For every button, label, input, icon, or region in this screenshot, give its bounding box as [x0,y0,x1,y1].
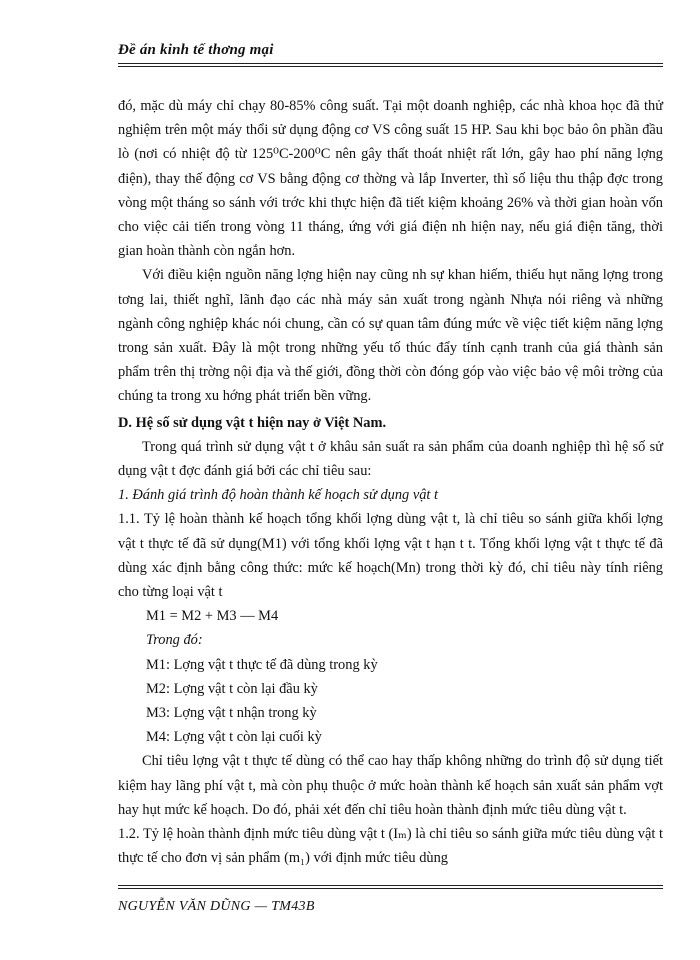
page-header [118,42,663,67]
document-body [118,94,663,871]
header-rule [118,63,663,67]
definition-m1: M1: Lợng vật t thực tế đã dùng trong kỳ [146,656,378,673]
paragraph-1: đó, mặc dù máy chỉ chạy 80-85% công suất. Tại một doanh nghiệp, các nhà khoa học đã thử nghiệm trên một máy thổi sử dụng động cơ VS công suất 15 HP. Sau khi bọc bảo ôn phần đầu lò (nơi có nhiệt độ từ 125⁰C-200⁰C nên gây thất thoát nhiệt rất lớn, gây hao phí năng lợng điện), thay thế động cơ VS bằng động cơ thờng và lắp Inverter, thì số liệu thu thập đợc trong vòng một tháng so sánh với trớc khi thực hiện đã tiết kiệm khoảng 26% và thời gian hoàn vốn cho việc cải tiến trong vòng 11 tháng, ứng với giá điện nh hiện nay, nếu giá điện tăng, thời gian hoàn thành còn ngắn hơn. [118,98,663,260]
subsection-heading-1: 1. Đánh giá trình độ hoàn thành kế hoạch sử dụng vật t [118,487,439,504]
paragraph-6: 1.2. Tỷ lệ hoàn thành định mức tiêu dùng vật t (Iₘ) là chỉ tiêu so sánh giữa mức tiêu dùng vật t thực tế cho đơn vị sản phẩm (m₁) với định mức tiêu dùng [118,826,663,867]
definition-m2: M2: Lợng vật t còn lại đầu kỳ [146,680,318,697]
footer-rule [118,885,663,889]
footer-author: NGUYỄN VĂN DŨNG — TM43B [118,899,315,914]
section-heading-d: D. Hệ số sử dụng vật t hiện nay ở Việt Nam. [118,414,387,431]
definition-m3: M3: Lợng vật t nhận trong kỳ [146,705,317,722]
paragraph-3: Trong quá trình sử dụng vật t ở khâu sản suất ra sản phẩm của doanh nghiệp thì hệ số sử dụng vật t đợc đánh giá bởi các chỉ tiêu sau: [118,438,663,480]
paragraph-2: Với điều kiện nguồn năng lợng hiện nay cũng nh sự khan hiếm, thiếu hụt năng lợng trong tơng lai, thiết nghĩ, lãnh đạo các nhà máy sản xuất trong ngành Nhựa nói riêng và những ngành công nghiệp khác nói chung, cần có sự quan tâm đúng mức về việc tiết kiệm năng lợng trong sản xuất. Đây là một trong những yếu tố thúc đẩy tính cạnh tranh của giá thành sản phẩm trên thị trờng nội địa và thế giới, đồng thời còn đóng góp vào việc bảo vệ môi trờng của chúng ta trong xu hớng phát triển bền vững. [118,267,663,405]
page-footer [118,885,663,915]
header-title: Đề án kinh tế thơng mại [118,42,274,58]
where-label: Trong đó: [146,632,203,649]
definition-m4: M4: Lợng vật t còn lại cuối kỳ [146,729,322,746]
paragraph-4: 1.1. Tỷ lệ hoàn thành kế hoạch tổng khối lợng dùng vật t, là chỉ tiêu so sánh giữa khối lợng vật t thực tế đã sử dụng(M1) với tổng khối lợng vật t hạn t t. Tổng khối lợng vật t thực tế đã dùng xác định bằng công thức: mức kế hoạch(Mn) trong thời kỳ đó, chỉ tiêu này tính riêng cho từng loại vật t [118,511,663,601]
paragraph-5: Chỉ tiêu lợng vật t thực tế dùng có thể cao hay thấp không những do trình độ sử dụng tiết kiệm hay lãng phí vật t, mà còn phụ thuộc ở mức hoàn thành kế hoạch sản xuất sản phẩm vợt hay hụt mức kế hoạch. Do đó, phải xét đến chỉ tiêu hoàn thành định mức tiêu dùng vật t. [118,753,663,818]
formula: M1 = M2 + M3 — M4 [146,608,279,625]
